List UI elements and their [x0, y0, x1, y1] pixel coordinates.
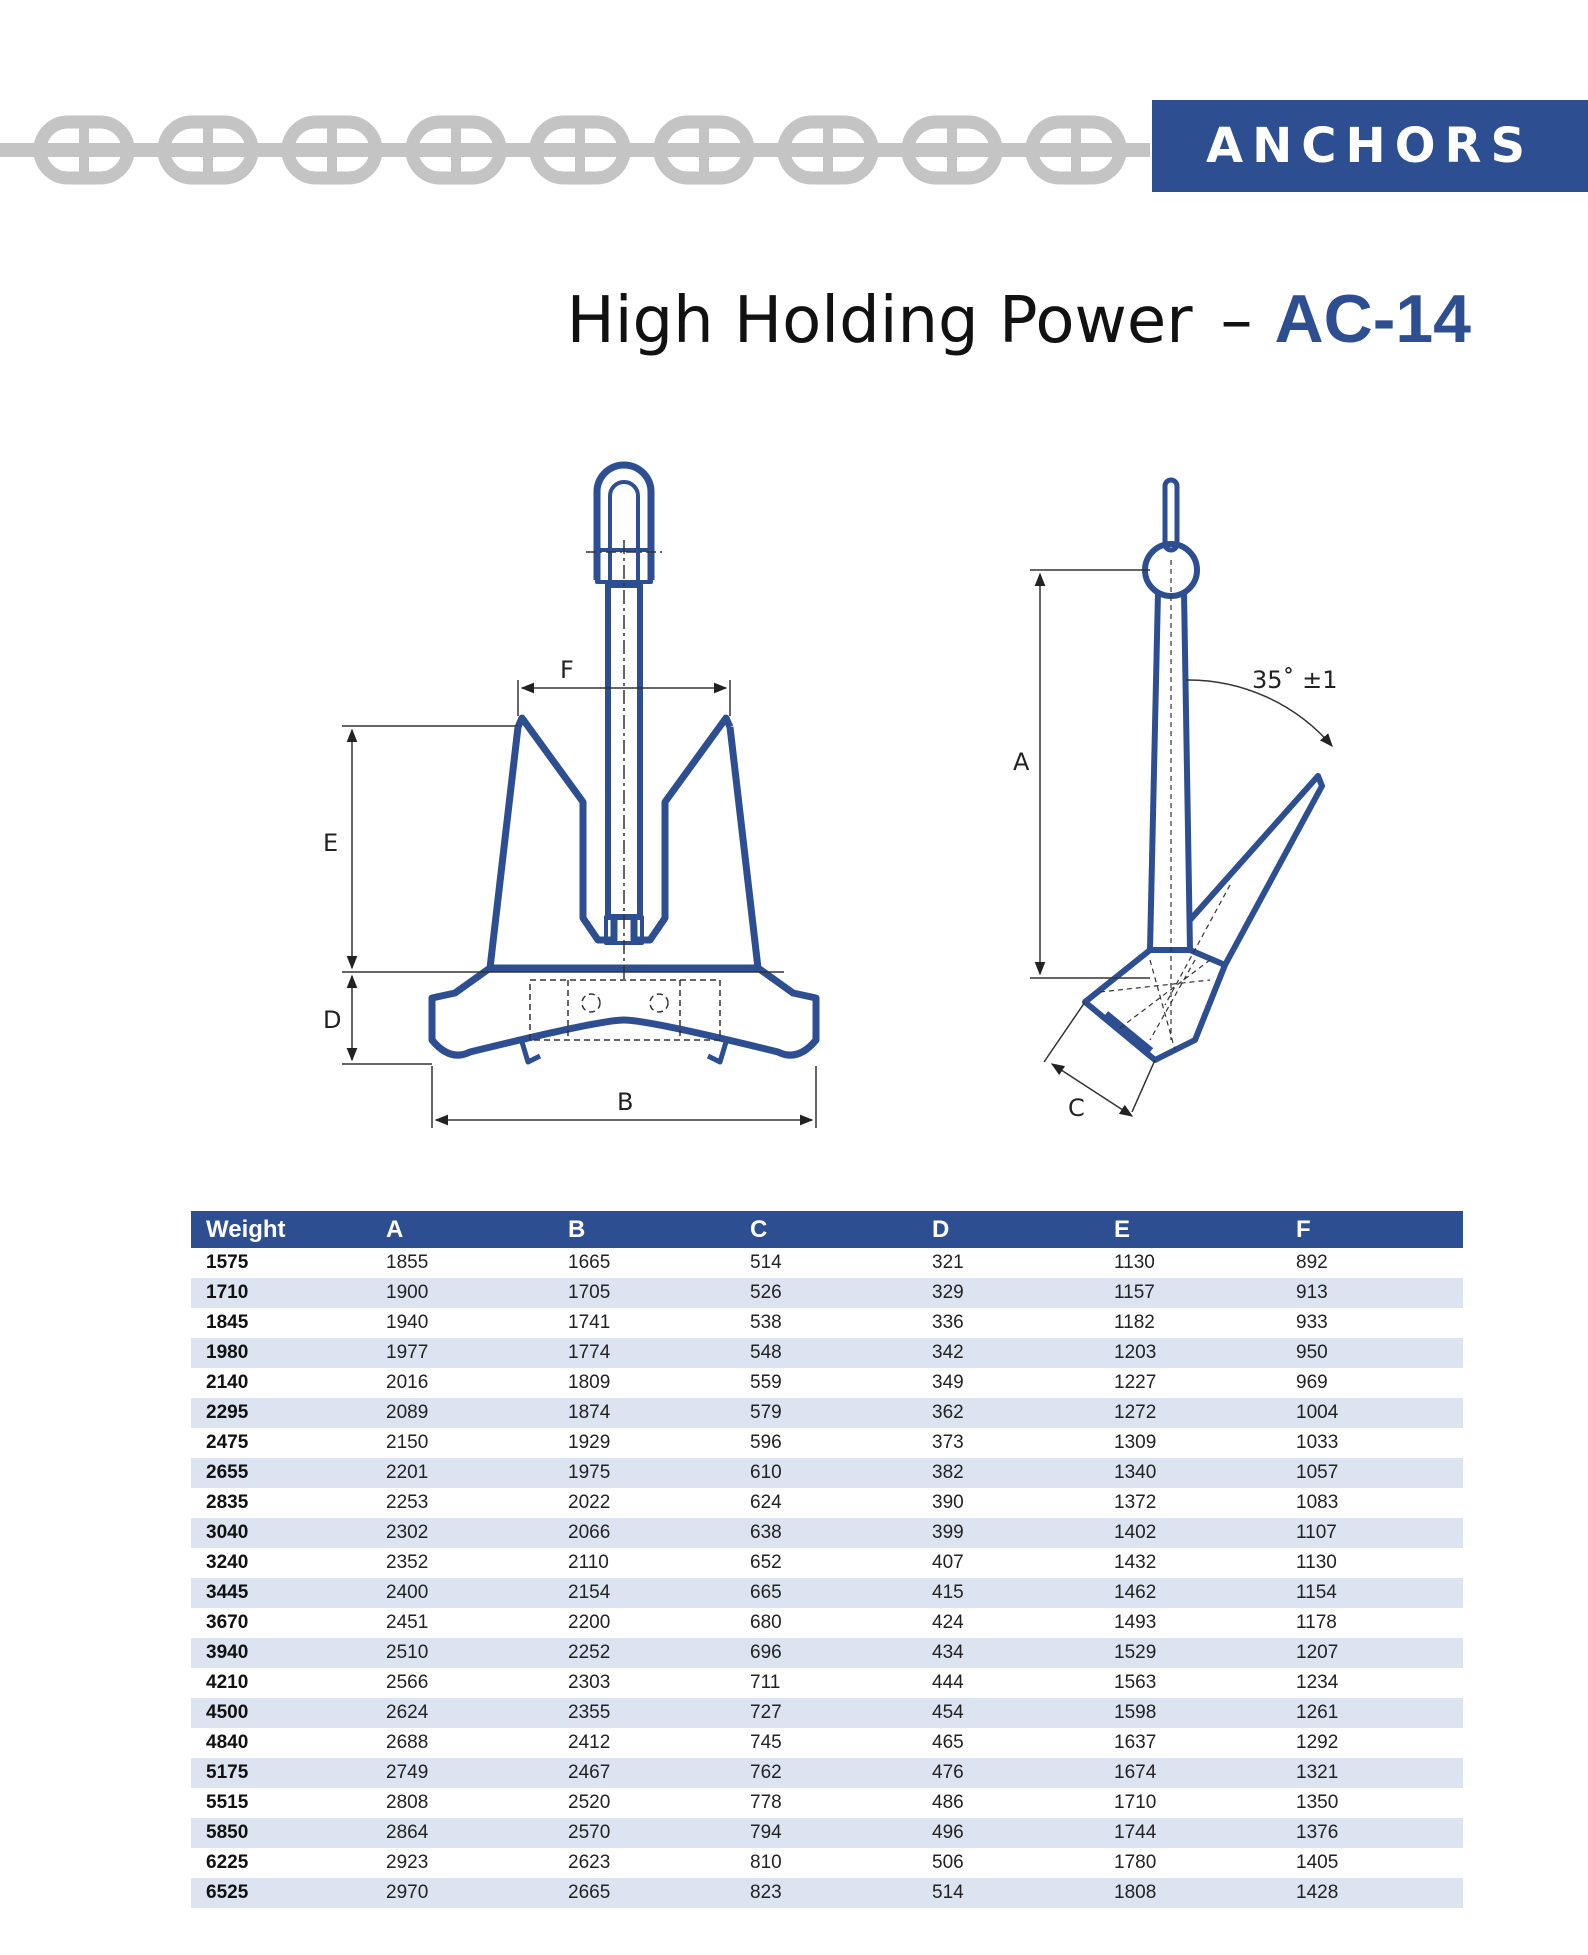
- dimension-cell: 336: [932, 1312, 964, 1333]
- dimension-cell: 1674: [1114, 1762, 1157, 1783]
- dimension-cell: 373: [932, 1432, 964, 1453]
- dimension-cell: 2110: [568, 1552, 609, 1573]
- dimension-cell: 2253: [386, 1492, 429, 1513]
- table-row: [191, 1578, 1463, 1608]
- dimension-cell: 778: [750, 1792, 782, 1813]
- chain-stud: [823, 124, 833, 176]
- table-row: [191, 1518, 1463, 1548]
- table-row: [191, 1278, 1463, 1308]
- dimension-cell: 1207: [1296, 1642, 1339, 1663]
- chain-stud: [575, 124, 585, 176]
- dimension-cell: 2303: [568, 1672, 611, 1693]
- dimension-cell: 696: [750, 1642, 782, 1663]
- dimension-cell: 579: [750, 1402, 782, 1423]
- dimension-cell: 1340: [1114, 1462, 1157, 1483]
- chain-stud: [1071, 124, 1081, 176]
- dimension-cell: 506: [932, 1852, 964, 1873]
- dimension-label-e: E: [323, 829, 339, 857]
- dimension-cell: 1272: [1114, 1402, 1157, 1423]
- dimension-cell: 2624: [386, 1702, 429, 1723]
- dimension-cell: 349: [932, 1372, 964, 1393]
- dimension-cell: 1929: [568, 1432, 611, 1453]
- front-view-dimensions: [342, 680, 816, 1128]
- weight-cell: 2295: [206, 1402, 249, 1423]
- dimension-cell: 399: [932, 1522, 964, 1543]
- table-row: [191, 1368, 1463, 1398]
- dimension-cell: 1900: [386, 1282, 429, 1303]
- banner-label: ANCHORS: [1205, 118, 1535, 174]
- title-text: High Holding Power: [566, 284, 1193, 358]
- table-row: [191, 1548, 1463, 1578]
- dimension-cell: 1462: [1114, 1582, 1157, 1603]
- dimension-cell: 465: [932, 1732, 964, 1753]
- column-header: F: [1281, 1211, 1463, 1248]
- dimension-cell: 1182: [1114, 1312, 1155, 1333]
- dimension-cell: 665: [750, 1582, 782, 1603]
- dimension-cell: 1057: [1296, 1462, 1339, 1483]
- dimension-cell: 415: [932, 1582, 964, 1603]
- dimension-cell: 407: [932, 1552, 964, 1573]
- dimension-cell: 2665: [568, 1882, 611, 1903]
- dimension-cell: 610: [750, 1462, 782, 1483]
- dimension-cell: 2302: [386, 1522, 429, 1543]
- weight-cell: 1980: [206, 1342, 249, 1363]
- dimension-cell: 559: [750, 1372, 782, 1393]
- dimension-cell: 1178: [1296, 1612, 1337, 1633]
- weight-cell: 3445: [206, 1582, 249, 1603]
- table-row: [191, 1668, 1463, 1698]
- dimension-cell: 1774: [568, 1342, 611, 1363]
- dimension-cell: 1741: [568, 1312, 611, 1333]
- angle-label: 35˚ ±1: [1252, 666, 1338, 694]
- table-row: [191, 1398, 1463, 1428]
- dimension-cell: 2570: [568, 1822, 611, 1843]
- column-header: B: [553, 1211, 735, 1248]
- dimension-cell: 2566: [386, 1672, 429, 1693]
- dimension-cell: 514: [932, 1882, 964, 1903]
- dimension-cell: 2623: [568, 1852, 611, 1873]
- dimension-cell: 1154: [1296, 1582, 1337, 1603]
- dimension-cell: 624: [750, 1492, 782, 1513]
- dimension-cell: 1227: [1114, 1372, 1157, 1393]
- dimension-cell: 1855: [386, 1252, 429, 1273]
- weight-cell: 3040: [206, 1522, 249, 1543]
- dimension-cell: 810: [750, 1852, 782, 1873]
- chain-decoration: [0, 110, 1150, 190]
- dimension-cell: 1493: [1114, 1612, 1157, 1633]
- dimension-cell: 762: [750, 1762, 782, 1783]
- dimension-cell: 1261: [1296, 1702, 1339, 1723]
- dimension-cell: 444: [932, 1672, 964, 1693]
- dimension-label-c: C: [1068, 1094, 1085, 1122]
- dimension-cell: 1975: [568, 1462, 611, 1483]
- dimension-cell: 1130: [1296, 1552, 1337, 1573]
- dimension-cell: 2451: [386, 1612, 429, 1633]
- dimension-cell: 2467: [568, 1762, 611, 1783]
- table-row: [191, 1848, 1463, 1878]
- weight-cell: 6525: [206, 1882, 249, 1903]
- dimension-cell: 548: [750, 1342, 782, 1363]
- dimension-cell: 496: [932, 1822, 964, 1843]
- dimension-cell: 1710: [1114, 1792, 1157, 1813]
- dimension-cell: 2022: [568, 1492, 611, 1513]
- dimension-cell: 538: [750, 1312, 782, 1333]
- dimension-cell: 390: [932, 1492, 964, 1513]
- dimension-label-a: A: [1013, 748, 1030, 776]
- dimension-cell: 2252: [568, 1642, 611, 1663]
- dimension-cell: 2066: [568, 1522, 611, 1543]
- dimension-cell: 2150: [386, 1432, 429, 1453]
- weight-cell: 6225: [206, 1852, 249, 1873]
- dimension-label-f: F: [560, 656, 574, 684]
- dimension-cell: 1402: [1114, 1522, 1157, 1543]
- dimension-cell: 1705: [568, 1282, 611, 1303]
- dimension-cell: 1563: [1114, 1672, 1157, 1693]
- dimension-cell: 2864: [386, 1822, 429, 1843]
- dimension-cell: 1780: [1114, 1852, 1157, 1873]
- dimension-cell: 1376: [1296, 1822, 1339, 1843]
- dimension-cell: 1665: [568, 1252, 611, 1273]
- dimension-cell: 711: [750, 1672, 781, 1693]
- dimension-cell: 476: [932, 1762, 964, 1783]
- weight-cell: 1845: [206, 1312, 249, 1333]
- column-header: C: [735, 1211, 917, 1248]
- dimension-cell: 2154: [568, 1582, 611, 1603]
- dimension-cell: 933: [1296, 1312, 1328, 1333]
- dimension-cell: 321: [932, 1252, 964, 1273]
- dimension-cell: 1321: [1296, 1762, 1339, 1783]
- table-row: [191, 1818, 1463, 1848]
- dimension-cell: 1372: [1114, 1492, 1157, 1513]
- dimension-cell: 596: [750, 1432, 782, 1453]
- column-header: Weight: [191, 1211, 371, 1248]
- dimension-cell: 1940: [386, 1312, 429, 1333]
- weight-cell: 2655: [206, 1462, 249, 1483]
- dimension-cell: 2400: [386, 1582, 429, 1603]
- dimension-cell: 1234: [1296, 1672, 1339, 1693]
- dimension-cell: 2412: [568, 1732, 611, 1753]
- dimension-cell: 2352: [386, 1552, 429, 1573]
- weight-cell: 3940: [206, 1642, 249, 1663]
- dimension-cell: 1309: [1114, 1432, 1157, 1453]
- dimension-cell: 2200: [568, 1612, 611, 1633]
- table-row: [191, 1728, 1463, 1758]
- table-row: [191, 1308, 1463, 1338]
- dimension-cell: 1637: [1114, 1732, 1157, 1753]
- dimension-cell: 2688: [386, 1732, 429, 1753]
- dimension-cell: 514: [750, 1252, 782, 1273]
- dimension-cell: 1432: [1114, 1552, 1157, 1573]
- dimension-label-b: B: [617, 1088, 634, 1116]
- weight-cell: 2475: [206, 1432, 249, 1453]
- table-row: [191, 1638, 1463, 1668]
- table-row: [191, 1758, 1463, 1788]
- dimension-cell: 680: [750, 1612, 782, 1633]
- dimension-cell: 794: [750, 1822, 782, 1843]
- dimension-cell: 1157: [1114, 1282, 1155, 1303]
- chain-stud: [947, 124, 957, 176]
- dimension-cell: 1405: [1296, 1852, 1339, 1873]
- table-row: [191, 1428, 1463, 1458]
- dimension-cell: 1292: [1296, 1732, 1339, 1753]
- chain-stud: [79, 124, 89, 176]
- dimension-cell: 1808: [1114, 1882, 1157, 1903]
- table-row: [191, 1338, 1463, 1368]
- dimension-cell: 434: [932, 1642, 964, 1663]
- dimension-cell: 342: [932, 1342, 964, 1363]
- chain-stud: [203, 124, 213, 176]
- dimension-cell: 2970: [386, 1882, 429, 1903]
- table-row: [191, 1698, 1463, 1728]
- table-row: [191, 1458, 1463, 1488]
- chain-stud: [699, 124, 709, 176]
- dimension-cell: 652: [750, 1552, 782, 1573]
- dimension-cell: 2016: [386, 1372, 429, 1393]
- weight-cell: 3240: [206, 1552, 249, 1573]
- dimension-cell: 1529: [1114, 1642, 1157, 1663]
- dimension-cell: 526: [750, 1282, 782, 1303]
- model-number: AC-14: [1274, 281, 1471, 357]
- weight-cell: 3670: [206, 1612, 249, 1633]
- dimension-cell: 1350: [1296, 1792, 1339, 1813]
- dimension-cell: 638: [750, 1522, 782, 1543]
- dimension-cell: 1033: [1296, 1432, 1339, 1453]
- weight-cell: 4500: [206, 1702, 249, 1723]
- title-separator: –: [1220, 284, 1253, 358]
- weight-cell: 2140: [206, 1372, 249, 1393]
- dimension-cell: 1083: [1296, 1492, 1339, 1513]
- dimension-cell: 2520: [568, 1792, 611, 1813]
- dimension-cell: 2749: [386, 1762, 429, 1783]
- table-row: [191, 1488, 1463, 1518]
- weight-cell: 5175: [206, 1762, 249, 1783]
- weight-cell: 1575: [206, 1252, 249, 1273]
- table-row: [191, 1788, 1463, 1818]
- table-row: [191, 1878, 1463, 1908]
- dimension-cell: 1977: [386, 1342, 429, 1363]
- dimension-cell: 486: [932, 1792, 964, 1813]
- dimension-cell: 745: [750, 1732, 782, 1753]
- dimension-cell: 950: [1296, 1342, 1328, 1363]
- anchor-side-view: [1085, 480, 1322, 1060]
- table-row: [191, 1248, 1463, 1278]
- dimension-cell: 1107: [1296, 1522, 1337, 1543]
- category-banner: [1152, 100, 1588, 192]
- table-row: [191, 1608, 1463, 1638]
- dimension-cell: 1809: [568, 1372, 611, 1393]
- dimension-cell: 329: [932, 1282, 964, 1303]
- weight-cell: 4210: [206, 1672, 249, 1693]
- dimension-cell: 1598: [1114, 1702, 1157, 1723]
- specification-table: [191, 1211, 1463, 1908]
- table-header-row: [191, 1211, 1463, 1248]
- weight-cell: 1710: [206, 1282, 249, 1303]
- dimension-cell: 727: [750, 1702, 782, 1723]
- dimension-cell: 2510: [386, 1642, 429, 1663]
- weight-cell: 4840: [206, 1732, 249, 1753]
- dimension-cell: 2201: [386, 1462, 429, 1483]
- dimension-cell: 362: [932, 1402, 964, 1423]
- dimension-cell: 2923: [386, 1852, 429, 1873]
- dimension-cell: 892: [1296, 1252, 1328, 1273]
- dimension-cell: 913: [1296, 1282, 1328, 1303]
- dimension-cell: 1004: [1296, 1402, 1339, 1423]
- dimension-cell: 1203: [1114, 1342, 1157, 1363]
- dimension-cell: 454: [932, 1702, 964, 1723]
- chain-stud: [451, 124, 461, 176]
- dimension-cell: 382: [932, 1462, 964, 1483]
- weight-cell: 5850: [206, 1822, 249, 1843]
- page-title: [567, 280, 1471, 358]
- side-view-dimensions: [1030, 570, 1332, 1116]
- column-header: D: [917, 1211, 1099, 1248]
- weight-cell: 2835: [206, 1492, 249, 1513]
- dimension-cell: 1428: [1296, 1882, 1339, 1903]
- dimension-cell: 969: [1296, 1372, 1328, 1393]
- dimension-cell: 2808: [386, 1792, 429, 1813]
- column-header: E: [1099, 1211, 1281, 1248]
- dimension-cell: 424: [932, 1612, 964, 1633]
- dimension-cell: 1744: [1114, 1822, 1157, 1843]
- column-header: A: [371, 1211, 553, 1248]
- dimension-label-d: D: [323, 1006, 342, 1034]
- anchor-diagram: [0, 440, 1588, 1160]
- dimension-cell: 823: [750, 1882, 782, 1903]
- chain-stud: [327, 124, 337, 176]
- dimension-cell: 2355: [568, 1702, 611, 1723]
- dimension-cell: 1130: [1114, 1252, 1155, 1273]
- weight-cell: 5515: [206, 1792, 249, 1813]
- dimension-cell: 2089: [386, 1402, 429, 1423]
- dimension-cell: 1874: [568, 1402, 611, 1423]
